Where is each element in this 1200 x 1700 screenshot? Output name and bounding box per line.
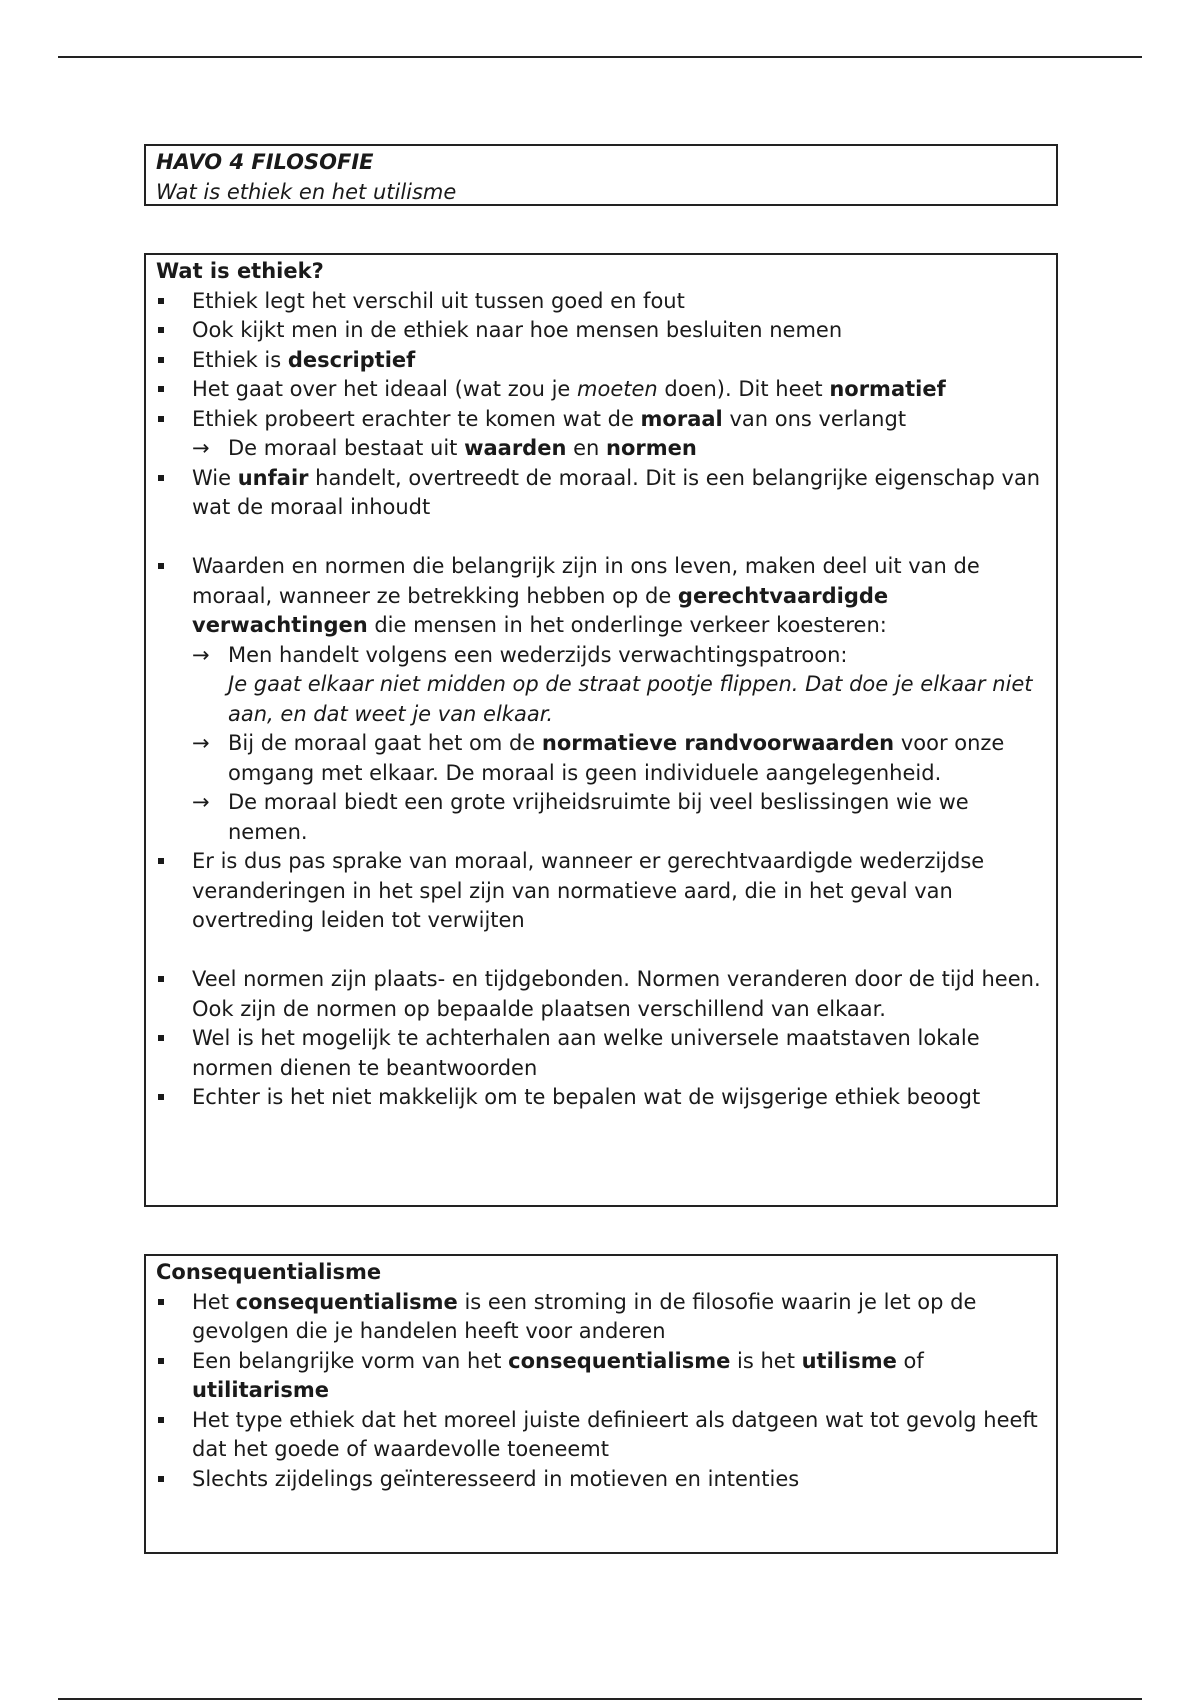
bullet-icon (158, 563, 164, 569)
bullet-icon (158, 475, 164, 481)
list-item: Er is dus pas sprake van moraal, wanneer er gerechtvaardigde wederzijdse veranderingen in het spel zijn van normatieve aard, die in het geval van overtreding leiden tot verwijten (156, 847, 1046, 936)
top-rule (58, 56, 1142, 58)
bullet-icon (158, 858, 164, 864)
list-item: Ethiek legt het verschil uit tussen goed en fout (156, 287, 1046, 317)
header-box (144, 144, 1058, 206)
list-item: Veel normen zijn plaats- en tijdgebonden. Normen veranderen door de tijd heen. Ook zijn de normen op bepaalde plaatsen verschillend van elkaar. (156, 965, 1046, 1024)
bullet-icon (158, 1094, 164, 1100)
list-item: Ook kijkt men in de ethiek naar hoe mensen besluiten nemen (156, 316, 1046, 346)
list-item: Wel is het mogelijk te achterhalen aan welke universele maatstaven lokale normen dienen te beantwoorden (156, 1024, 1046, 1083)
consequentialisme-section (144, 1254, 1058, 1554)
list-item: Echter is het niet makkelijk om te bepalen wat de wijsgerige ethiek beoogt (156, 1083, 1046, 1113)
document-title: HAVO 4 FILOSOFIE (156, 150, 374, 174)
bullet-icon (158, 357, 164, 363)
arrow-right-icon: → (192, 436, 210, 460)
list-item: Een belangrijke vorm van het consequentialisme is het utilisme of utilitarisme (156, 1347, 1046, 1406)
bullet-icon (158, 298, 164, 304)
ethiek-list (156, 287, 1046, 1113)
list-item: Wie unfair handelt, overtreedt de moraal. Dit is een belangrijke eigenschap van wat de moraal inhoudt (156, 464, 1046, 523)
bullet-icon (158, 416, 164, 422)
list-item: Het gaat over het ideaal (wat zou je moeten doen). Dit heet normatief (156, 375, 1046, 405)
list-item: Het consequentialisme is een stroming in de filosofie waarin je let op de gevolgen die je handelen heeft voor anderen (156, 1288, 1046, 1347)
list-item: Waarden en normen die belangrijk zijn in ons leven, maken deel uit van de moraal, wanneer ze betrekking hebben op de gerechtvaardigde verwachtingen die mensen in het onderlinge verkeer koesteren: → Men handelt volgens een wederzijds verwachtingspatroon: Je gaat elkaar niet midden op de straat pootje flippen. Dat doe je elkaar niet aan, en dat weet je van elkaar. → Bij de moraal gaat het om de normatieve randvoorwaarden voor onze omgang met elkaar. De moraal is geen individuele aangelegenheid. → De moraal biedt een grote vrijheidsruimte bij veel beslissingen wie we nemen. (156, 552, 1046, 847)
bullet-icon (158, 327, 164, 333)
sub-item: → Men handelt volgens een wederzijds verwachtingspatroon: Je gaat elkaar niet midden op de straat pootje flippen. Dat doe je elkaar niet aan, en dat weet je van elkaar. (192, 642, 1033, 726)
bullet-icon (158, 1358, 164, 1364)
sub-item: → Bij de moraal gaat het om de normatieve randvoorwaarden voor onze omgang met elkaar. De moraal is geen individuele aangelegenheid. (192, 731, 1005, 785)
list-item: Ethiek probeert erachter te komen wat de moraal van ons verlangt → De moraal bestaat uit waarden en normen (156, 405, 1046, 464)
ethiek-section (144, 253, 1058, 1207)
bullet-icon (158, 386, 164, 392)
sub-item: → De moraal bestaat uit waarden en normen (192, 434, 1046, 464)
arrow-right-icon: → (192, 731, 210, 755)
section-heading-consequentialisme: Consequentialisme (156, 1260, 382, 1284)
bullet-icon (158, 1035, 164, 1041)
bullet-icon (158, 1476, 164, 1482)
bullet-icon (158, 976, 164, 982)
arrow-right-icon: → (192, 642, 210, 667)
bullet-icon (158, 1299, 164, 1305)
list-item: Ethiek is descriptief (156, 346, 1046, 376)
list-item: Het type ethiek dat het moreel juiste definieert als datgeen wat tot gevolg heeft dat het goede of waardevolle toeneemt (156, 1406, 1046, 1465)
arrow-right-icon: → (192, 790, 210, 814)
document-subtitle: Wat is ethiek en het utilisme (156, 179, 457, 204)
bullet-icon (158, 1417, 164, 1423)
consequentialisme-list (156, 1288, 1046, 1495)
sub-item: → De moraal biedt een grote vrijheidsruimte bij veel beslissingen wie we nemen. (192, 790, 969, 844)
section-heading-ethiek: Wat is ethiek? (156, 259, 324, 283)
list-item: Slechts zijdelings geïnteresseerd in motieven en intenties (156, 1465, 1046, 1495)
